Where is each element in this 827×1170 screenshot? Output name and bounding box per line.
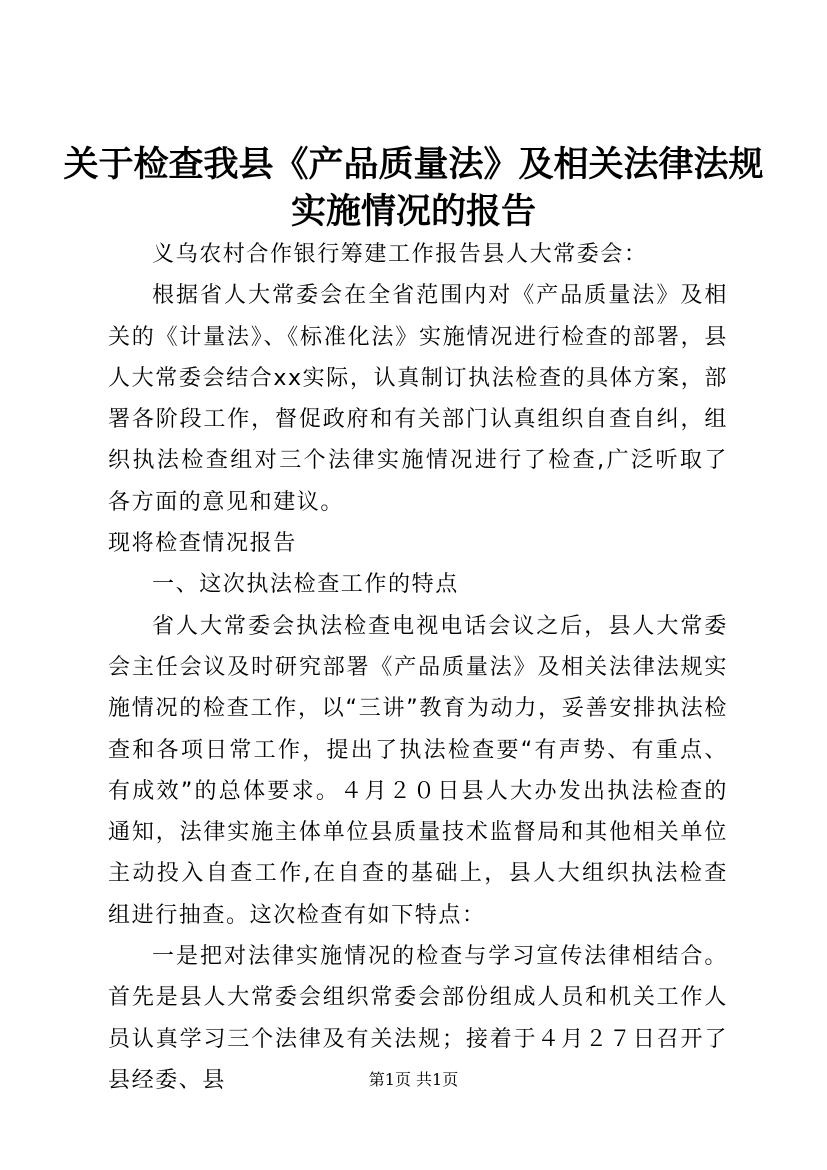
document-title-line-2: 实施情况的报告 bbox=[290, 191, 536, 232]
paragraph-point-1: 一是把对法律实施情况的检查与学习宣传法律相结合。首先是县人大常委会组织常委会部份组成人员和机关工作人员认真学习三个法律及有关法规；接着于４月２７日召开了县经委、县 bbox=[108, 944, 728, 1093]
paragraph-report-lead: 现将检查情况报告 bbox=[108, 531, 297, 557]
paragraph-salutation: 义乌农村合作银行筹建工作报告县人大常委会： bbox=[152, 242, 648, 267]
paragraph-section-1-body: 省人大常委会执法检查电视电话会议之后，县人大常委会主任会议及时研究部署《产品质量法》及相关法律法规实施情况的检查工作，以“三讲”教育为动力，妥善安排执法检查和各项日常工作，提出了执法检查要“有声势、有重点、有成效”的总体要求。４月２０日县人大办发出执法检查的通知，法律实施主体单位县质量技术监督局和其他相关单位主动投入自查工作,在自查的基础上，县人大组织执法检查组进行抽查。这次检查有如下特点： bbox=[108, 613, 728, 928]
document-body bbox=[108, 234, 728, 1101]
page-footer: 第1页 共1页 bbox=[368, 1070, 459, 1089]
document-title-line-1: 关于检查我县《产品质量法》及相关法律法规 bbox=[63, 144, 764, 185]
section-heading-1: 一、这次执法检查工作的特点 bbox=[152, 572, 459, 598]
paragraph-intro: 根据省人大常委会在全省范围内对《产品质量法》及相关的《计量法》、《标准化法》实施情况进行检查的部署，县人大常委会结合xx实际，认真制订执法检查的具体方案，部署各阶段工作，督促政府和有关部门认真组织自查自纠，组织执法检查组对三个法律实施情况进行了检查,广泛听取了各方面的意见和建议。 bbox=[108, 283, 728, 515]
